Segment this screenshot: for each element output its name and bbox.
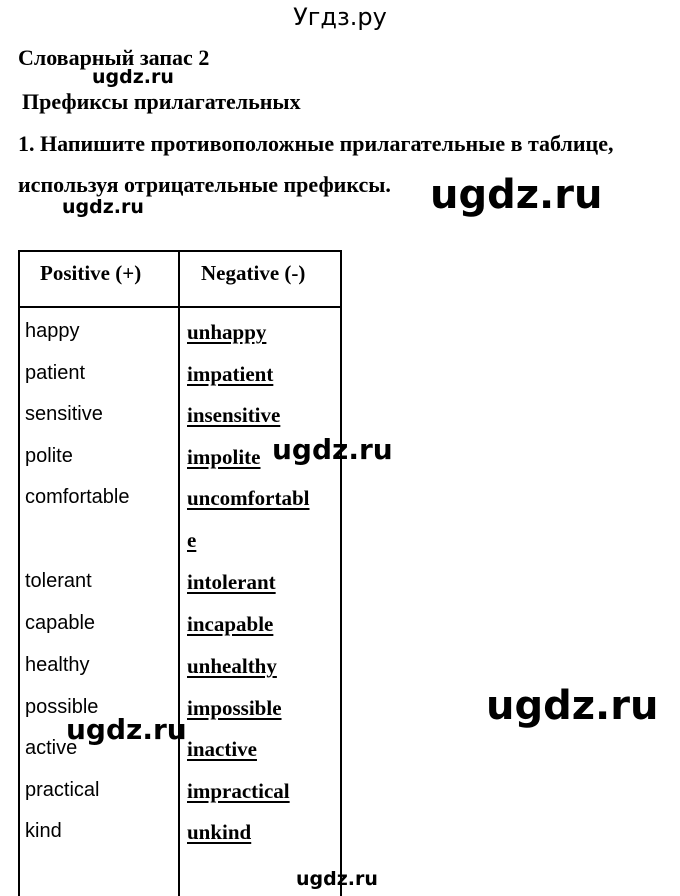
positive-cell: possible (25, 696, 99, 718)
negative-cell: uncomfortabl (187, 486, 310, 510)
negative-cell: insensitive (187, 403, 281, 427)
task-instruction-line-1: 1. Напишите противоположные прилагательные в таблице, (18, 131, 614, 156)
watermark: ugdz.ru (66, 713, 187, 746)
negative-cell: impatient (187, 362, 274, 386)
section-title: Словарный запас 2 (18, 45, 210, 70)
negative-cell: unkind (187, 820, 252, 844)
table-border (340, 250, 342, 896)
table-header-divider (18, 306, 342, 308)
negative-cell: intolerant (187, 570, 276, 594)
column-header-positive: Positive (+) (40, 261, 142, 285)
positive-cell: sensitive (25, 403, 103, 425)
negative-cell: unhappy (187, 320, 267, 344)
positive-cell: patient (25, 362, 86, 384)
positive-cell: happy (25, 320, 80, 342)
section-subtitle: Префиксы прилагательных (22, 89, 301, 114)
positive-cell: active (25, 737, 78, 759)
negative-cell: incapable (187, 612, 274, 636)
positive-cell: comfortable (25, 486, 130, 508)
watermark: ugdz.ru (430, 172, 603, 218)
watermark: ugdz.ru (486, 683, 659, 729)
table-border (18, 250, 342, 252)
positive-cell: polite (25, 445, 73, 467)
watermark: ugdz.ru (272, 433, 393, 466)
positive-cell: practical (25, 779, 100, 801)
positive-cell: healthy (25, 654, 90, 676)
positive-cell: capable (25, 612, 96, 634)
watermark: ugdz.ru (62, 196, 144, 218)
negative-cell: inactive (187, 737, 257, 761)
negative-cell: unhealthy (187, 654, 277, 678)
negative-cell: e (187, 528, 197, 552)
negative-cell: impolite (187, 445, 261, 469)
site-header: Угдз.ру (293, 3, 387, 31)
watermark: ugdz.ru (296, 868, 378, 890)
negative-cell: impractical (187, 779, 290, 803)
task-instruction-line-2: используя отрицательные префиксы. (18, 172, 391, 197)
adjectives-table (18, 250, 342, 896)
positive-cell: kind (25, 820, 62, 842)
column-header-negative: Negative (-) (201, 261, 306, 285)
positive-cell: tolerant (25, 570, 92, 592)
table-border (18, 250, 20, 896)
negative-cell: impossible (187, 696, 282, 720)
watermark: ugdz.ru (92, 66, 174, 88)
table-column-divider (178, 250, 180, 896)
